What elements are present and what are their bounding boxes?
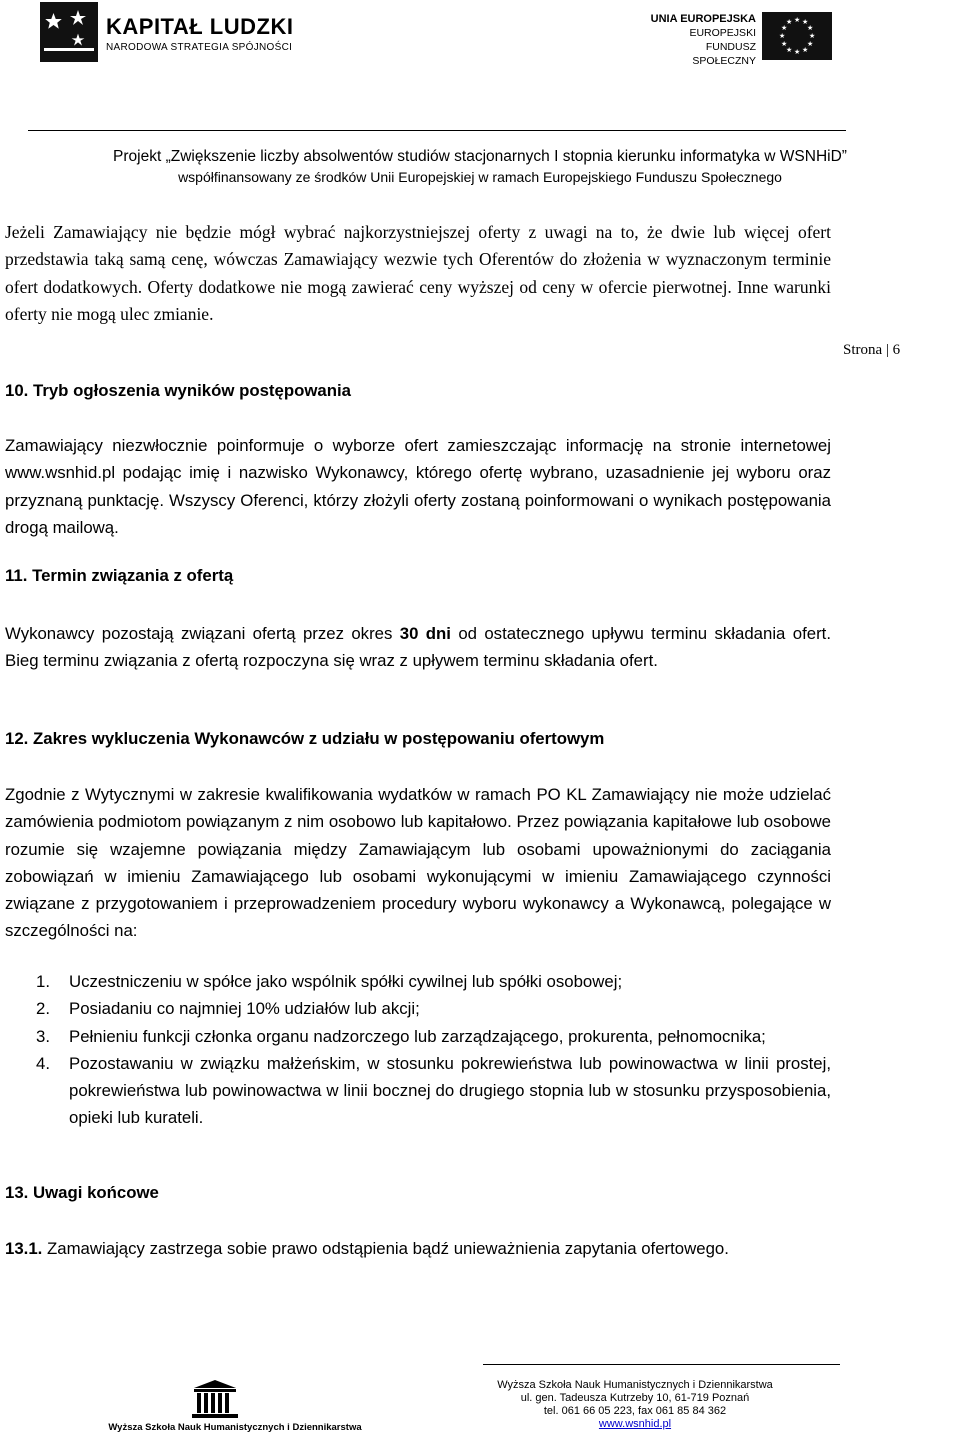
exclusion-list [5,968,831,1132]
footer-website-link[interactable]: www.wsnhid.pl [598,1418,672,1430]
footer-address [470,1379,800,1431]
wsnhid-logo-text: Wyższa Szkoła Nauk Humanistycznych i Dziennikarstwa [108,1422,362,1433]
section-11-heading: 11. Termin związania z ofertą [5,566,234,585]
kapital-ludzki-title: KAPITAŁ LUDZKI [106,14,294,39]
university-building-icon [190,1380,240,1418]
svg-text:★: ★ [786,46,793,54]
section-12-heading: 12. Zakres wykluczenia Wykonawców z udziału w postępowaniu ofertowym [5,729,605,748]
section-11-body: Wykonawcy pozostają związani ofertą przez okres 30 dni od ostatecznego upływu terminu składania ofert. Bieg terminu związania z ofertą rozpoczyna się wraz z upływem terminu składania ofert. [5,624,831,671]
svg-text:★: ★ [809,32,816,40]
svg-text:★: ★ [786,18,793,26]
section-10-heading: 10. Tryb ogłoszenia wyników postępowania [5,381,351,400]
svg-text:★: ★ [807,24,814,32]
section-13-item: 13.1. Zamawiający zastrzega sobie prawo odstąpienia bądź unieważnienia zapytania ofertowego. [5,1239,729,1258]
section-10-body: Zamawiający niezwłocznie poinformuje o wyborze ofert zamieszczając informację na stronie internetowej www.wsnhid.pl podając imię i nazwisko Wykonawcy, którego ofertę wybrano, uzasadnienie jej wyboru oraz przyznaną punktację. Wszyscy Oferenci, którzy złożyli oferty zostaną poinformowani o wynikach postępowania drogą mailową. [5,436,831,537]
list-item: 2. Posiadaniu co najmniej 10% udziałów lub akcji; [36,999,420,1019]
svg-text:★: ★ [794,48,801,56]
footer-phone: tel. 061 66 05 223, fax 061 85 84 362 [543,1405,727,1417]
kapital-ludzki-emblem-icon [40,2,98,62]
svg-text:★: ★ [794,16,801,24]
eu-logo [640,12,920,67]
list-item: 1. Uczestniczeniu w spółce jako wspólnik spółki cywilnej lub spółki osobowej; [36,972,623,991]
svg-text:★: ★ [779,32,786,40]
list-item: 3. Pełnieniu funkcji członka organu nadzorczego lub zarządzającego, prokurenta, pełnomocnika; [36,1026,766,1046]
project-cofinancing: współfinansowany ze środków Unii Europejskiej w ramach Europejskiego Funduszu Społecznego [178,169,782,185]
svg-text:★: ★ [802,46,809,54]
binding-period: 30 dni [399,624,451,643]
header-divider [28,130,846,131]
svg-text:★: ★ [807,40,814,48]
intro-paragraph: Jeżeli Zamawiający nie będzie mógł wybrać najkorzystniejszej oferty z uwagi na to, że dwie lub więcej ofert przedstawia taką samą cenę, wówczas Zamawiający wezwie tych Oferentów do złożenia w wyznaczonym terminie ofert dodatkowych. Oferty dodatkowe nie mogą zawierać ceny wyższej od ceny w ofercie pierwotnej. Inne warunki oferty nie mogą ulec zmianie. [5,222,831,324]
svg-text:★: ★ [781,40,788,48]
kapital-ludzki-subtitle: NARODOWA STRATEGIA SPÓJNOŚCI [106,42,293,53]
eu-flag-icon [762,12,832,60]
svg-text:★: ★ [781,24,788,32]
footer-institution: Wyższa Szkoła Nauk Humanistycznych i Dziennikarstwa [497,1379,773,1391]
footer-street: ul. gen. Tadeusza Kutrzeby 10, 61-719 Poznań [520,1392,750,1404]
wsnhid-logo [100,1380,370,1436]
project-title: Projekt „Zwiększenie liczby absolwentów studiów stacjonarnych I stopnia kierunku informatyka w WSNHiD” [113,148,847,165]
list-item: 4. Pozostawaniu w związku małżeńskim, w stosunku pokrewieństwa lub powinowactwa w linii prostej, pokrewieństwa lub powinowactwa w linii bocznej do drugiego stopnia lub w stosunku przysposobienia, opieki lub kurateli. [36,1053,831,1128]
page-number: Strona | 6 [843,342,901,358]
section-13-heading: 13. Uwagi końcowe [5,1183,159,1202]
section-12-body: Zgodnie z Wytycznymi w zakresie kwalifikowania wydatków w ramach PO KL Zamawiający nie może udzielać zamówienia podmiotom powiązanym z nim osobowo lub kapitałowo. Przez powiązania kapitałowe lub osobowe rozumie się wzajemne powiązania między Zamawiającym lub osobami upoważnionymi do zaciągania zobowiązań w imieniu Zamawiającego lub osobami wykonującymi w imieniu Zamawiającego czynności związane z przygotowaniem i przeprowadzeniem procedury wyboru wykonawcy a Wykonawcą, polegające w szczególności na: [5,785,831,941]
eu-logo-text: UNIA EUROPEJSKA EUROPEJSKI FUNDUSZ SPOŁECZNY [650,13,756,67]
svg-text:★: ★ [802,18,809,26]
kapital-ludzki-logo [40,2,294,64]
footer-divider [483,1364,840,1365]
